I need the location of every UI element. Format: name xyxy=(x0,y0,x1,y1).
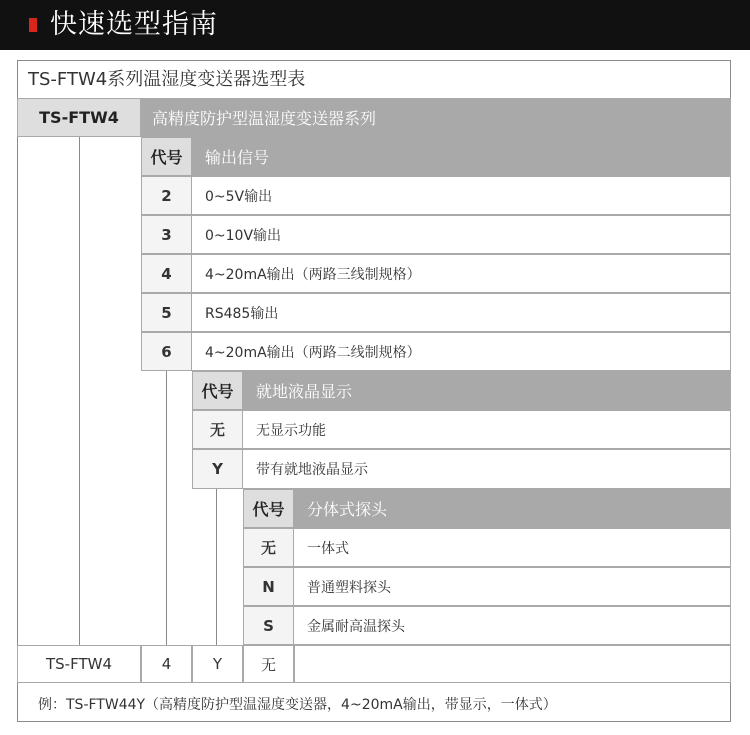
output-desc-5: RS485输出 xyxy=(192,293,731,332)
display-group-title: 就地液晶显示 xyxy=(243,371,731,410)
probe-code-header: 代号 xyxy=(243,489,294,528)
red-marker-icon xyxy=(29,18,37,32)
output-code-4: 4 xyxy=(141,254,192,293)
model-name-bar: 高精度防护型温湿度变送器系列 xyxy=(141,98,731,137)
probe-desc-none: 一体式 xyxy=(294,528,731,567)
display-connector-line xyxy=(216,489,217,645)
display-desc-y: 带有就地液晶显示 xyxy=(243,449,731,489)
probe-desc-s: 金属耐高温探头 xyxy=(294,606,731,645)
output-code-header: 代号 xyxy=(141,137,192,176)
output-group-title: 输出信号 xyxy=(192,137,731,176)
output-desc-2: 0~5V输出 xyxy=(192,176,731,215)
result-model-cell: TS-FTW4 xyxy=(17,645,141,683)
result-probe-cell: 无 xyxy=(243,645,294,683)
example-note: 例：TS-FTW44Y（高精度防护型温湿度变送器，4~20mA输出，带显示，一体式） xyxy=(38,697,557,713)
output-desc-6: 4~20mA输出（两路二线制规格） xyxy=(192,332,731,371)
model-code-cell: TS-FTW4 xyxy=(17,98,141,137)
display-code-header: 代号 xyxy=(192,371,243,410)
page-title: 快速选型指南 xyxy=(50,9,218,40)
output-code-6: 6 xyxy=(141,332,192,371)
output-desc-3: 0~10V输出 xyxy=(192,215,731,254)
output-code-5: 5 xyxy=(141,293,192,332)
result-blank-cell xyxy=(294,645,731,683)
probe-desc-n: 普通塑料探头 xyxy=(294,567,731,606)
model-connector-line xyxy=(79,137,80,645)
page-header xyxy=(0,0,750,50)
display-code-none: 无 xyxy=(192,410,243,449)
result-output-cell: 4 xyxy=(141,645,192,683)
probe-code-n: N xyxy=(243,567,294,606)
display-desc-none: 无显示功能 xyxy=(243,410,731,449)
probe-code-none: 无 xyxy=(243,528,294,567)
output-code-3: 3 xyxy=(141,215,192,254)
output-desc-4: 4~20mA输出（两路三线制规格） xyxy=(192,254,731,293)
sheet-title: TS-FTW4系列温湿度变送器选型表 xyxy=(28,69,306,90)
output-connector-line xyxy=(166,371,167,645)
probe-group-title: 分体式探头 xyxy=(294,489,731,528)
display-code-y: Y xyxy=(192,449,243,489)
probe-code-s: S xyxy=(243,606,294,645)
output-code-2: 2 xyxy=(141,176,192,215)
result-display-cell: Y xyxy=(192,645,243,683)
